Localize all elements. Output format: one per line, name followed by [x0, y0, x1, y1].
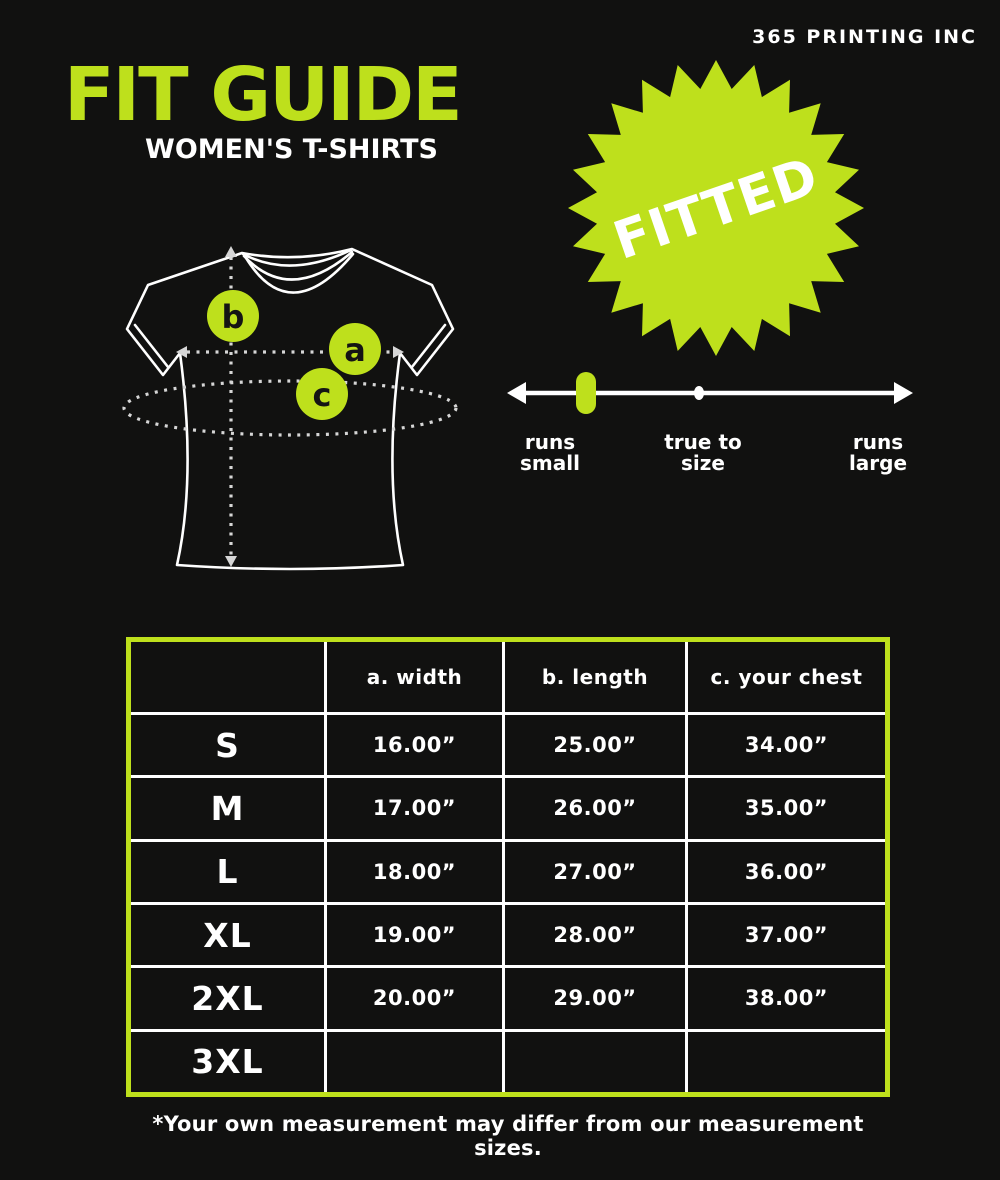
- size-cell: L: [131, 842, 324, 902]
- page-title: FIT GUIDE: [64, 52, 461, 138]
- header-cell-chest: c. your chest: [688, 642, 885, 712]
- value-cell: [327, 1032, 502, 1092]
- marker-b-letter: b: [221, 298, 245, 336]
- true-to-size-dot: [694, 386, 704, 400]
- header-cell-empty: [131, 642, 324, 712]
- header-cell-width: a. width: [327, 642, 502, 712]
- value-cell: 38.00”: [688, 968, 885, 1028]
- value-cell: 36.00”: [688, 842, 885, 902]
- size-chart-table: [126, 637, 890, 1097]
- size-cell: S: [131, 715, 324, 775]
- value-cell: 19.00”: [327, 905, 502, 965]
- size-cell: 2XL: [131, 968, 324, 1028]
- scale-label-runs-large: runs large: [848, 430, 908, 475]
- value-cell: 28.00”: [505, 905, 685, 965]
- marker-a-letter: a: [344, 331, 366, 369]
- size-cell: XL: [131, 905, 324, 965]
- size-cell: 3XL: [131, 1032, 324, 1092]
- measurement-footnote: *Your own measurement may differ from our measurement sizes.: [152, 1112, 864, 1160]
- value-cell: 27.00”: [505, 842, 685, 902]
- scale-label-true-to-size: true to size: [664, 430, 742, 475]
- value-cell: 34.00”: [688, 715, 885, 775]
- title-block: [64, 52, 461, 165]
- fit-scale-right-arrow: [894, 382, 913, 404]
- fit-scale-left-arrow: [507, 382, 526, 404]
- fitted-badge-label: FITTED: [606, 146, 827, 272]
- chest-measure-ellipse: [124, 381, 456, 435]
- value-cell: 20.00”: [327, 968, 502, 1028]
- value-cell: [505, 1032, 685, 1092]
- value-cell: [688, 1032, 885, 1092]
- fitted-badge: [566, 56, 866, 360]
- fit-scale: [505, 370, 915, 418]
- value-cell: 16.00”: [327, 715, 502, 775]
- brand-name: 365 PRINTING INC: [752, 26, 977, 48]
- size-cell: M: [131, 778, 324, 838]
- scale-label-runs-small: runs small: [520, 430, 580, 475]
- fit-scale-marker: [576, 372, 596, 414]
- header-cell-length: b. length: [505, 642, 685, 712]
- tshirt-diagram: [115, 233, 465, 578]
- value-cell: 37.00”: [688, 905, 885, 965]
- value-cell: 25.00”: [505, 715, 685, 775]
- tshirt-outline: [127, 249, 453, 569]
- value-cell: 26.00”: [505, 778, 685, 838]
- value-cell: 17.00”: [327, 778, 502, 838]
- value-cell: 18.00”: [327, 842, 502, 902]
- value-cell: 29.00”: [505, 968, 685, 1028]
- page-subtitle: WOMEN'S T-SHIRTS: [145, 134, 438, 165]
- marker-c-letter: c: [312, 376, 332, 414]
- tshirt-collar-line-3: [246, 254, 353, 293]
- measure-arrowheads: [176, 246, 404, 567]
- value-cell: 35.00”: [688, 778, 885, 838]
